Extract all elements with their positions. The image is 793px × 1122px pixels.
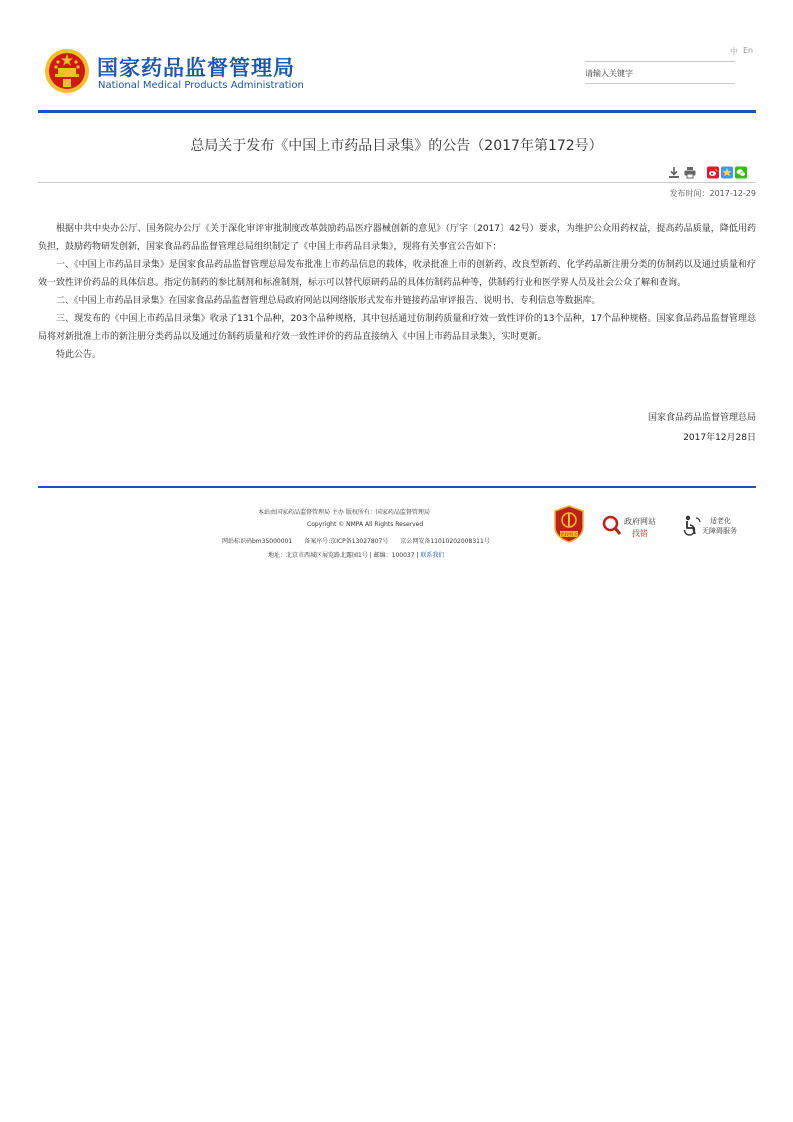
accessibility-line2: 无障碍服务	[702, 527, 737, 535]
qzone-icon[interactable]	[721, 164, 733, 177]
wechat-icon[interactable]	[735, 164, 747, 177]
party-badge-label: 党政机关	[560, 533, 578, 538]
find-error-link[interactable]	[602, 512, 662, 540]
print-icon[interactable]	[684, 164, 696, 177]
signature-date: 2017年12月28日	[683, 433, 756, 443]
download-icon[interactable]	[668, 164, 680, 177]
accessibility-service-link[interactable]	[682, 514, 748, 538]
site-name-cn[interactable]: 国家药品监督管理局	[97, 56, 295, 80]
search-divider-bottom	[585, 83, 735, 84]
footer-address: 地址：北京市西城区展览路北露园1号 | 邮编：100037 |	[268, 552, 421, 559]
party-government-badge[interactable]	[553, 505, 585, 543]
signature-organization: 国家食品药品监督管理总局	[647, 413, 756, 423]
publish-date: 发布时间：2017-12-29	[669, 189, 756, 198]
article-paragraph: 特此公告。	[56, 350, 102, 360]
language-english-link[interactable]: En	[743, 46, 754, 55]
article-body	[38, 220, 756, 364]
accessibility-line1: 适老化	[710, 517, 731, 525]
footer-registration: 网站标识码bm35000001 备案序号:京ICP备13027807号 京公网安备11010202008311号	[222, 538, 490, 545]
find-error-line2: 找错	[632, 529, 648, 538]
article-paragraph: 二、《中国上市药品目录集》在国家食品药品监督管理总局政府网站以网络版形式发布并链接药品审评报告、说明书、专利信息等数据库。	[56, 296, 601, 306]
find-error-line1: 政府网站	[624, 517, 656, 526]
article-paragraph: 一、《中国上市药品目录集》是国家食品药品监督管理总局发布批准上市药品信息的载体，收录批准上市的创新药、改良型新药、化学药品新注册分类的仿制药以及通过质量和疗效一致性评价药品的具体信息。指定仿制药的参比制剂和标准制剂，标示可以替代原研药品的具体仿制药品种等，供制药行业和医学界人员及社会公众了解和查询。	[38, 260, 756, 288]
article-paragraph: 三、现发布的《中国上市药品目录集》收录了131个品种，203个品种规格，其中包括通过仿制药质量和疗效一致性评价的13个品种，17个品种规格。国家食品药品监督管理总局将对新批准上市的新注册分类药品以及通过仿制药质量和疗效一致性评价的药品直接纳入《中国上市药品目录集》，实时更新。	[38, 314, 756, 342]
site-name-en[interactable]: National Medical Products Administration	[98, 80, 304, 91]
article-title: 总局关于发布《中国上市药品目录集》的公告（2017年第172号）	[190, 138, 603, 154]
search-divider-top	[585, 61, 735, 62]
article-paragraph: 根据中共中央办公厅、国务院办公厅《关于深化审评审批制度改革鼓励药品医疗器械创新的意见》（厅字〔2017〕42号）要求，为维护公众用药权益，提高药品质量，降低用药负担，鼓励药物研发创新，国家食品药品监督管理总局组织制定了《中国上市药品目录集》，现将有关事宜公告如下：	[38, 224, 756, 252]
footer-address-line	[268, 550, 444, 559]
title-divider	[38, 182, 756, 183]
footer-sponsor: 本站由国家药品监督管理局 主办 版权所有：国家药品监督管理局	[258, 509, 430, 516]
national-emblem-icon	[44, 48, 90, 94]
header-divider	[38, 110, 756, 113]
accessibility-icon	[682, 514, 702, 538]
search-input[interactable]	[585, 66, 735, 80]
magnifier-icon	[602, 514, 622, 538]
language-chinese-link[interactable]: 中	[730, 47, 738, 56]
footer-copyright: Copyright © NMPA All Rights Reserved	[307, 521, 424, 528]
footer-divider	[38, 486, 756, 488]
weibo-icon[interactable]	[707, 164, 719, 177]
contact-us-link[interactable]: 联系我们	[420, 552, 445, 559]
